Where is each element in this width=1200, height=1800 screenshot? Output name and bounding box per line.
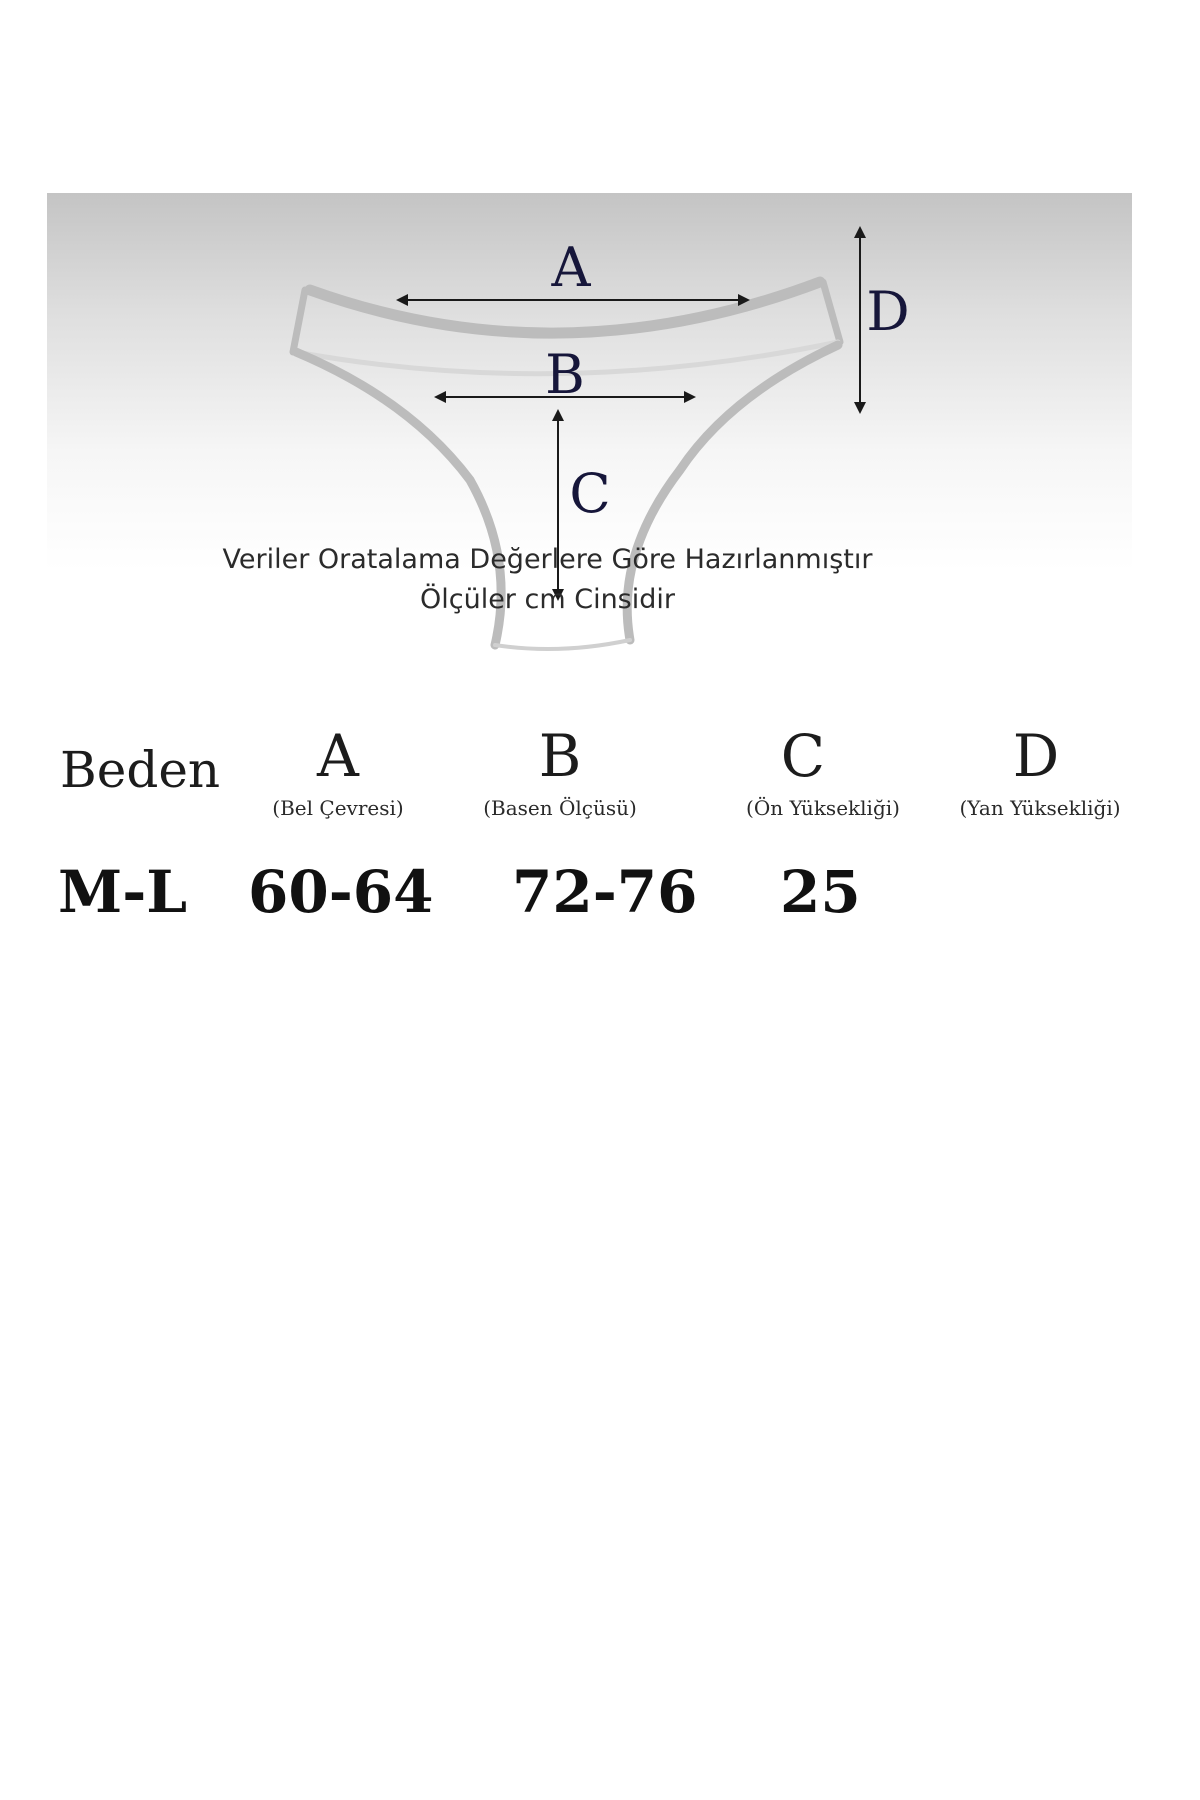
note-average-values: Veriler Oratalama Değerlere Göre Hazırlanmıştır [222, 544, 873, 575]
dimension-d-label: D [866, 280, 910, 343]
dimension-c-label: C [569, 462, 611, 525]
size-value-m-l: M-L [58, 858, 188, 926]
gusset-bottom [495, 640, 630, 649]
size-column-header: Beden [60, 741, 221, 799]
column-d-header: D [1012, 722, 1060, 790]
column-d-description: (Yan Yüksekliği) [959, 796, 1121, 820]
column-c-header: C [780, 722, 826, 790]
hip-value: 72-76 [512, 858, 698, 926]
column-a-header: A [317, 722, 359, 790]
column-c-description: (Ön Yüksekliği) [746, 796, 900, 820]
column-b-header: B [538, 722, 582, 790]
column-a-description: (Bel Çevresi) [272, 796, 404, 820]
note-units-cm: Ölçüler cm Cinsidir [419, 584, 675, 615]
front-height-value: 25 [780, 858, 861, 926]
dimension-a-label: A [551, 236, 591, 299]
waist-value: 60-64 [248, 858, 434, 926]
column-b-description: (Basen Ölçüsü) [483, 796, 637, 820]
dimension-b-label: B [545, 343, 585, 406]
